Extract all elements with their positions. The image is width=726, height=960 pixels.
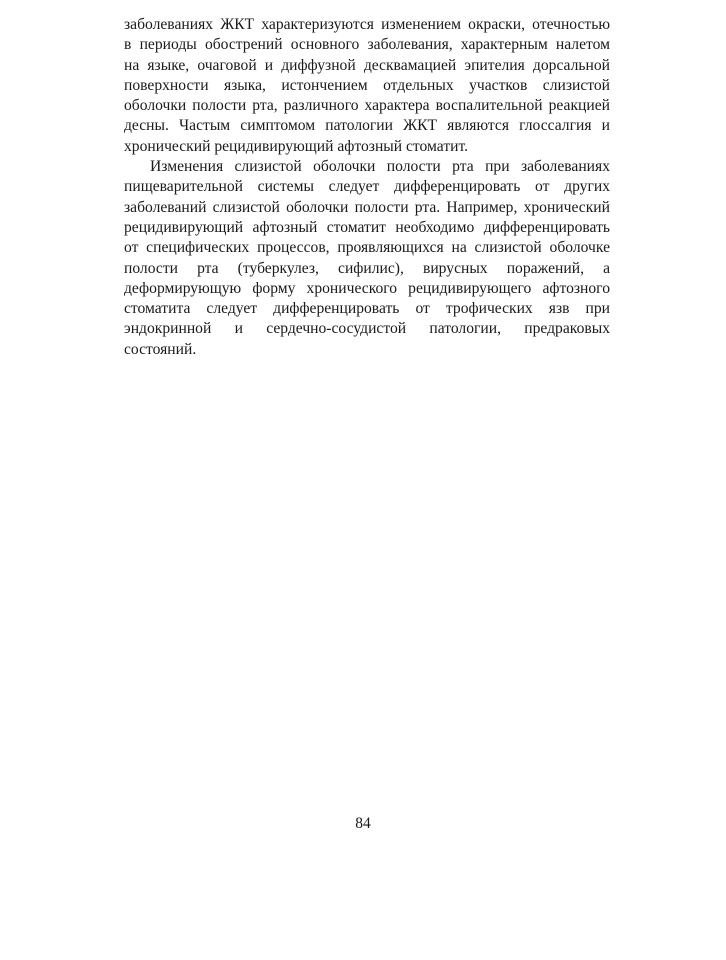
page-number: 84 — [355, 815, 371, 832]
text-line: десны. Частым симптомом патологии ЖКТ являются глоссалгия и — [124, 117, 610, 135]
text-line: состояний. — [124, 340, 197, 358]
text-line: заболеваниях ЖКТ характеризуются изменением окраски, отечностью — [124, 16, 610, 33]
text-line: эндокринной и сердечно-сосудистой патологии, предраковых — [124, 320, 610, 338]
text-line: рецидивирующий афтозный стоматит необходимо дифференцировать — [124, 218, 610, 236]
body-text — [124, 15, 610, 360]
text-line: хронический рецидивирующий афтозный стоматит. — [124, 137, 469, 155]
text-line: поверхности языка, истончением отдельных участков слизистой — [124, 76, 610, 94]
text-line: на языке, очаговой и диффузной десквамацией эпителия дорсальной — [124, 56, 610, 74]
text-line: в периоды обострений основного заболевания, характерным налетом — [124, 36, 610, 54]
text-line: Изменения слизистой оболочки полости рта при заболеваниях — [150, 158, 610, 176]
paragraph — [124, 15, 610, 157]
text-line: деформирующую форму хронического рецидивирующего афтозного — [124, 279, 610, 297]
text-line: полости рта (туберкулез, сифилис), вирусных поражений, а — [124, 259, 610, 277]
text-line: от специфических процессов, проявляющихся на слизистой оболочке — [124, 239, 610, 257]
text-line: пищеварительной системы следует дифференцировать от других — [124, 178, 610, 196]
text-line: заболеваний слизистой оболочки полости рта. Например, хронический — [124, 198, 610, 216]
text-line: стоматита следует дифференцировать от трофических язв при — [124, 300, 610, 318]
text-line: оболочки полости рта, различного характера воспалительной реакцией — [124, 97, 610, 115]
paragraph — [124, 157, 610, 360]
